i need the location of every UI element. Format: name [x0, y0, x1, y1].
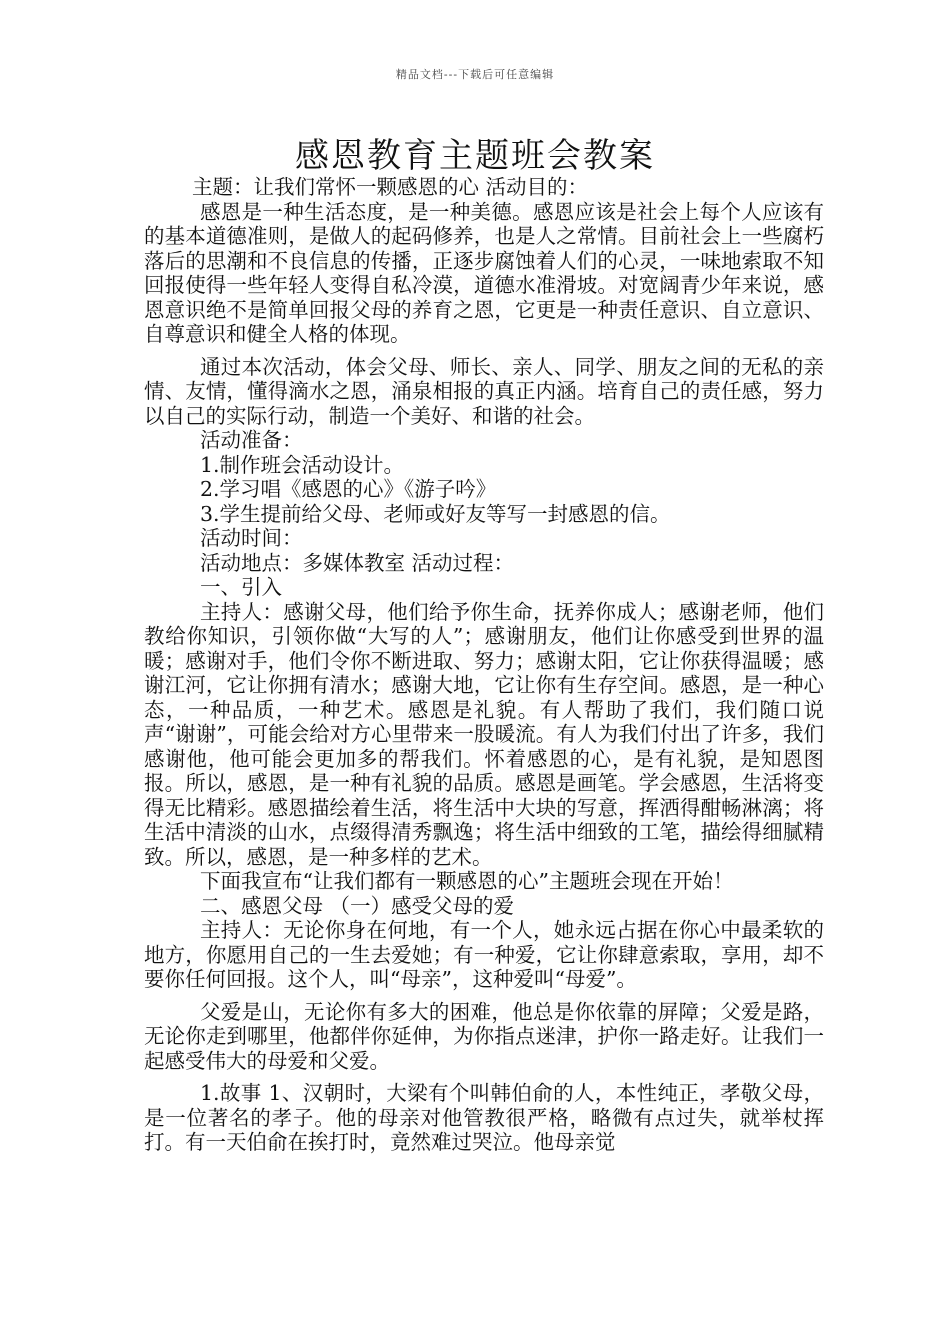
paragraph-story-1: 1.故事 1、汉朝时，大梁有个叫韩伯俞的人，本性纯正，孝敬父母，是一位著名的孝子。他的母亲对他管教很严格，略微有点过失，就举杖挥打。有一天伯俞在挨打时，竟然难过哭泣。他母亲觉: [144, 1081, 824, 1154]
paragraph-host-intro: 主持人：感谢父母，他们给予你生命，抚养你成人；感谢老师，他们教给你知识，引领你做“大写的人”；感谢朋友，他们让你感受到世界的温暖；感谢对手，他们令你不断进取、努力；感谢太阳，它让你获得温暖；感谢江河，它让你拥有清水；感谢大地，它让你有生存空间。感恩，是一种心态，一种品质，一种艺术。感恩是礼貌。有人帮助了我们，我们随口说声“谢谢”，可能会给对方心里带来一股暖流。有人为我们付出了许多，我们感谢他，他可能会更加多的帮我们。怀着感恩的心，是有礼貌，是知恩图报。所以，感恩，是一种有礼貌的品质。感恩是画笔。学会感恩，生活将变得无比精彩。感恩描绘着生活，将生活中大块的写意，挥洒得酣畅淋漓；将生活中清淡的山水，点缀得清秀飘逸；将生活中细致的工笔，描绘得细腻精致。所以，感恩，是一种多样的艺术。: [144, 599, 824, 869]
paragraph-time: 活动时间：: [200, 526, 303, 550]
paragraph-host-mother: 主持人：无论你身在何地，有一个人，她永远占据在你心中最柔软的地方，你愿用自己的一生去爱她；有一种爱，它让你肆意索取，享用，却不要你任何回报。这个人，叫“母亲”，这种爱叫“母爱”。: [144, 918, 824, 991]
paragraph-purpose: 感恩是一种生活态度，是一种美德。感恩应该是社会上每个人应该有的基本道德准则，是做人的起码修养，也是人之常情。目前社会上一些腐朽落后的思潮和不良信息的传播，正逐步腐蚀着人们的心灵，一味地索取不知回报使得一些年轻人变得自私冷漠，道德水准滑坡。对宽阔青少年来说，感恩意识绝不是简单回报父母的养育之恩，它更是一种责任意识、自立意识、自尊意识和健全人格的体现。: [144, 199, 824, 346]
document-title: 感恩教育主题班会教案: [295, 136, 655, 176]
paragraph-announcement: 下面我宣布“让我们都有一颗感恩的心”主题班会现在开始！: [200, 869, 734, 893]
paragraph-prep-item-3: 3.学生提前给父母、老师或好友等写一封感恩的信。: [200, 501, 671, 526]
paragraph-prep-item-2: 2.学习唱《感恩的心》《游子吟》: [200, 477, 497, 501]
paragraph-theme: 主题：让我们常怀一颗感恩的心 活动目的：: [192, 175, 589, 199]
paragraph-preparation-heading: 活动准备：: [200, 428, 303, 452]
paragraph-section-intro: 一、引入: [200, 575, 282, 599]
document-body: [144, 175, 824, 1155]
paragraph-father-love: 父爱是山，无论你有多大的困难，他总是你依靠的屏障；父爱是路，无论你走到哪里，他都伴你延伸，为你指点迷津，护你一路走好。让我们一起感受伟大的母爱和父爱。: [144, 999, 824, 1073]
paragraph-prep-item-1: 1.制作班会活动设计。: [200, 452, 405, 477]
paragraph-goal: 通过本次活动，体会父母、师长、亲人、同学、朋友之间的无私的亲情、友情，懂得滴水之恩，涌泉相报的真正内涵。培育自己的责任感，努力以自己的实际行动，制造一个美好、和谐的社会。: [144, 354, 824, 428]
page-header: 精品文档---下载后可任意编辑: [395, 68, 555, 81]
paragraph-section-parents: 二、感恩父母 （一）感受父母的爱: [200, 893, 515, 918]
paragraph-location: 活动地点：多媒体教室 活动过程：: [200, 550, 515, 575]
